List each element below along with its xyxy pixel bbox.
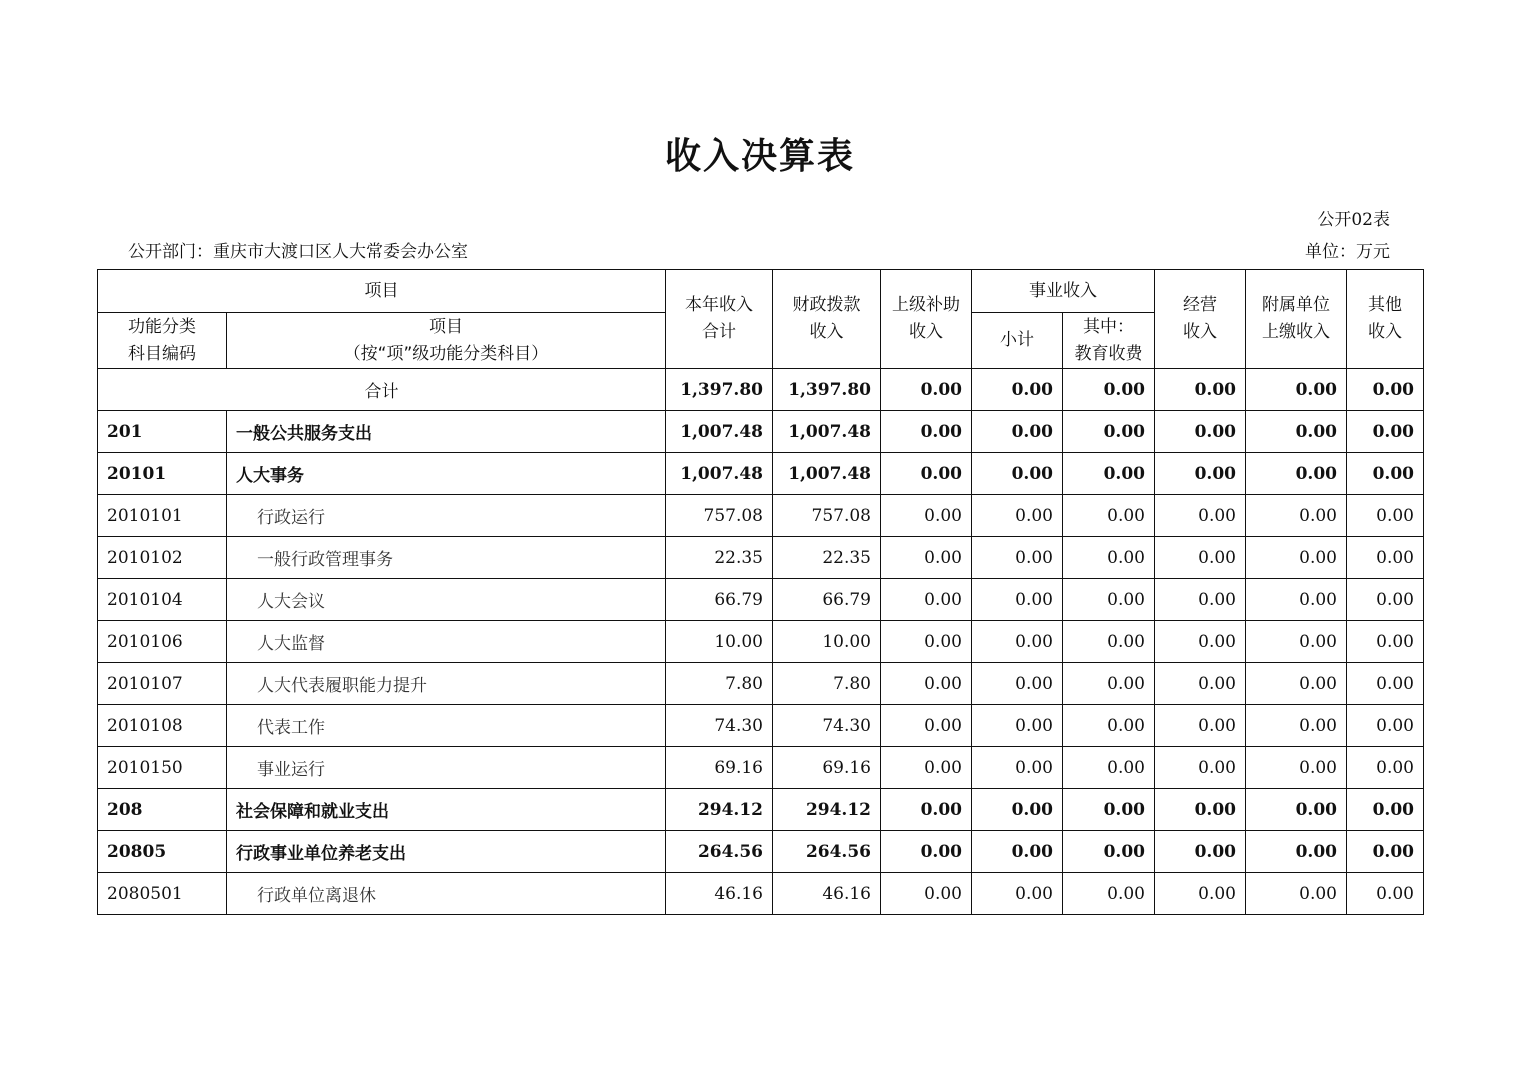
row-name: 一般行政管理事务 xyxy=(227,537,666,579)
row-value: 0.00 xyxy=(1246,621,1347,663)
affiliated-header: 附属单位 上缴收入 xyxy=(1246,270,1347,369)
row-value: 0.00 xyxy=(1246,537,1347,579)
row-value: 0.00 xyxy=(972,411,1063,453)
table-row xyxy=(98,873,1424,915)
total-value: 0.00 xyxy=(881,369,972,411)
row-value: 0.00 xyxy=(881,453,972,495)
row-value: 0.00 xyxy=(1063,411,1155,453)
row-code: 201 xyxy=(98,411,227,453)
row-value: 0.00 xyxy=(972,453,1063,495)
table-row xyxy=(98,453,1424,495)
row-value: 0.00 xyxy=(1347,747,1424,789)
row-value: 66.79 xyxy=(773,579,881,621)
table-row xyxy=(98,789,1424,831)
row-name: 行政单位离退休 xyxy=(227,873,666,915)
fiscal-header: 财政拨款 收入 xyxy=(773,270,881,369)
row-value: 0.00 xyxy=(1246,495,1347,537)
total-value: 0.00 xyxy=(972,369,1063,411)
row-value: 0.00 xyxy=(1155,663,1246,705)
row-value: 46.16 xyxy=(666,873,773,915)
unit-label: 单位：万元 xyxy=(1305,242,1390,262)
row-value: 0.00 xyxy=(881,789,972,831)
row-value: 1,007.48 xyxy=(773,453,881,495)
row-value: 0.00 xyxy=(1347,495,1424,537)
row-value: 0.00 xyxy=(1246,705,1347,747)
row-value: 0.00 xyxy=(972,579,1063,621)
total-value: 0.00 xyxy=(1246,369,1347,411)
table-row xyxy=(98,831,1424,873)
table-row xyxy=(98,579,1424,621)
row-name: 行政事业单位养老支出 xyxy=(227,831,666,873)
row-value: 0.00 xyxy=(972,537,1063,579)
row-value: 0.00 xyxy=(1155,411,1246,453)
table-row xyxy=(98,621,1424,663)
row-value: 0.00 xyxy=(1246,579,1347,621)
table-row xyxy=(98,747,1424,789)
row-value: 0.00 xyxy=(1155,873,1246,915)
total-row xyxy=(98,369,1424,411)
table-row xyxy=(98,411,1424,453)
row-value: 0.00 xyxy=(972,705,1063,747)
row-code: 2080501 xyxy=(98,873,227,915)
row-name: 人大事务 xyxy=(227,453,666,495)
row-value: 7.80 xyxy=(666,663,773,705)
row-code: 20805 xyxy=(98,831,227,873)
row-code: 2010150 xyxy=(98,747,227,789)
row-value: 0.00 xyxy=(1246,747,1347,789)
subtotal-header: 小计 xyxy=(972,313,1063,369)
row-value: 0.00 xyxy=(881,495,972,537)
row-value: 0.00 xyxy=(1347,789,1424,831)
row-value: 0.00 xyxy=(1063,831,1155,873)
row-value: 0.00 xyxy=(1155,621,1246,663)
row-value: 0.00 xyxy=(1155,453,1246,495)
row-value: 0.00 xyxy=(1155,747,1246,789)
table-row xyxy=(98,537,1424,579)
row-value: 0.00 xyxy=(1347,873,1424,915)
total-value: 1,397.80 xyxy=(666,369,773,411)
row-value: 0.00 xyxy=(881,747,972,789)
page-title: 收入决算表 xyxy=(664,136,855,177)
row-value: 10.00 xyxy=(773,621,881,663)
edu-fee-header: 其中： 教育收费 xyxy=(1063,313,1155,369)
row-name: 事业运行 xyxy=(227,747,666,789)
row-value: 0.00 xyxy=(1246,873,1347,915)
row-value: 0.00 xyxy=(1063,663,1155,705)
row-value: 0.00 xyxy=(1347,579,1424,621)
total-label: 合计 xyxy=(98,369,666,411)
total-income-header: 本年收入 合计 xyxy=(666,270,773,369)
row-code: 2010101 xyxy=(98,495,227,537)
row-value: 0.00 xyxy=(881,411,972,453)
row-value: 0.00 xyxy=(1246,411,1347,453)
row-value: 0.00 xyxy=(1063,579,1155,621)
row-value: 0.00 xyxy=(972,831,1063,873)
row-value: 0.00 xyxy=(1063,747,1155,789)
row-value: 0.00 xyxy=(1063,873,1155,915)
row-name: 人大会议 xyxy=(227,579,666,621)
table-row xyxy=(98,495,1424,537)
row-value: 1,007.48 xyxy=(666,453,773,495)
table-row xyxy=(98,663,1424,705)
department-label: 公开部门：重庆市大渡口区人大常委会办公室 xyxy=(128,242,468,262)
row-value: 264.56 xyxy=(666,831,773,873)
total-value: 0.00 xyxy=(1155,369,1246,411)
row-value: 1,007.48 xyxy=(666,411,773,453)
row-value: 0.00 xyxy=(1347,831,1424,873)
row-value: 74.30 xyxy=(666,705,773,747)
income-table xyxy=(97,269,1424,915)
row-value: 0.00 xyxy=(881,537,972,579)
row-name: 人大代表履职能力提升 xyxy=(227,663,666,705)
row-value: 0.00 xyxy=(1347,621,1424,663)
row-value: 0.00 xyxy=(972,621,1063,663)
row-name: 一般公共服务支出 xyxy=(227,411,666,453)
row-value: 0.00 xyxy=(1155,495,1246,537)
row-value: 757.08 xyxy=(773,495,881,537)
row-value: 74.30 xyxy=(773,705,881,747)
row-value: 294.12 xyxy=(773,789,881,831)
row-value: 294.12 xyxy=(666,789,773,831)
row-value: 0.00 xyxy=(881,873,972,915)
row-value: 0.00 xyxy=(1246,453,1347,495)
row-value: 0.00 xyxy=(1347,705,1424,747)
row-value: 0.00 xyxy=(972,747,1063,789)
row-value: 0.00 xyxy=(881,663,972,705)
table-row xyxy=(98,705,1424,747)
row-value: 0.00 xyxy=(1063,495,1155,537)
row-value: 1,007.48 xyxy=(773,411,881,453)
total-value: 1,397.80 xyxy=(773,369,881,411)
row-value: 0.00 xyxy=(1155,579,1246,621)
row-name: 行政运行 xyxy=(227,495,666,537)
row-value: 0.00 xyxy=(1155,831,1246,873)
row-code: 2010102 xyxy=(98,537,227,579)
code-header: 功能分类 科目编码 xyxy=(98,313,227,369)
row-value: 0.00 xyxy=(972,495,1063,537)
row-value: 0.00 xyxy=(1063,537,1155,579)
row-value: 0.00 xyxy=(881,621,972,663)
row-value: 0.00 xyxy=(1347,663,1424,705)
row-value: 0.00 xyxy=(881,831,972,873)
row-value: 0.00 xyxy=(1246,663,1347,705)
operating-header: 经营 收入 xyxy=(1155,270,1246,369)
row-value: 0.00 xyxy=(1246,831,1347,873)
row-value: 264.56 xyxy=(773,831,881,873)
row-value: 7.80 xyxy=(773,663,881,705)
row-code: 20101 xyxy=(98,453,227,495)
row-name: 代表工作 xyxy=(227,705,666,747)
form-number: 公开02表 xyxy=(1317,210,1390,230)
row-value: 0.00 xyxy=(1246,789,1347,831)
row-value: 0.00 xyxy=(1155,789,1246,831)
project-group-header: 项目 xyxy=(98,270,666,313)
row-value: 69.16 xyxy=(666,747,773,789)
row-value: 0.00 xyxy=(1063,621,1155,663)
business-group-header: 事业收入 xyxy=(972,270,1155,313)
superior-header: 上级补助 收入 xyxy=(881,270,972,369)
row-value: 0.00 xyxy=(1155,705,1246,747)
row-value: 0.00 xyxy=(1063,453,1155,495)
row-value: 22.35 xyxy=(666,537,773,579)
row-value: 46.16 xyxy=(773,873,881,915)
row-value: 0.00 xyxy=(972,663,1063,705)
row-value: 0.00 xyxy=(1347,537,1424,579)
row-value: 66.79 xyxy=(666,579,773,621)
row-code: 2010106 xyxy=(98,621,227,663)
row-name: 人大监督 xyxy=(227,621,666,663)
total-value: 0.00 xyxy=(1063,369,1155,411)
row-value: 0.00 xyxy=(1347,411,1424,453)
total-value: 0.00 xyxy=(1347,369,1424,411)
row-code: 2010108 xyxy=(98,705,227,747)
row-value: 0.00 xyxy=(1155,537,1246,579)
row-value: 22.35 xyxy=(773,537,881,579)
row-value: 0.00 xyxy=(972,789,1063,831)
row-value: 0.00 xyxy=(1347,453,1424,495)
row-value: 0.00 xyxy=(1063,705,1155,747)
name-header: 项目 （按“项”级功能分类科目） xyxy=(227,313,666,369)
row-code: 208 xyxy=(98,789,227,831)
row-value: 0.00 xyxy=(1063,789,1155,831)
row-value: 0.00 xyxy=(881,579,972,621)
other-header: 其他 收入 xyxy=(1347,270,1424,369)
row-code: 2010107 xyxy=(98,663,227,705)
row-value: 0.00 xyxy=(881,705,972,747)
row-code: 2010104 xyxy=(98,579,227,621)
row-value: 757.08 xyxy=(666,495,773,537)
row-name: 社会保障和就业支出 xyxy=(227,789,666,831)
row-value: 69.16 xyxy=(773,747,881,789)
row-value: 10.00 xyxy=(666,621,773,663)
row-value: 0.00 xyxy=(972,873,1063,915)
